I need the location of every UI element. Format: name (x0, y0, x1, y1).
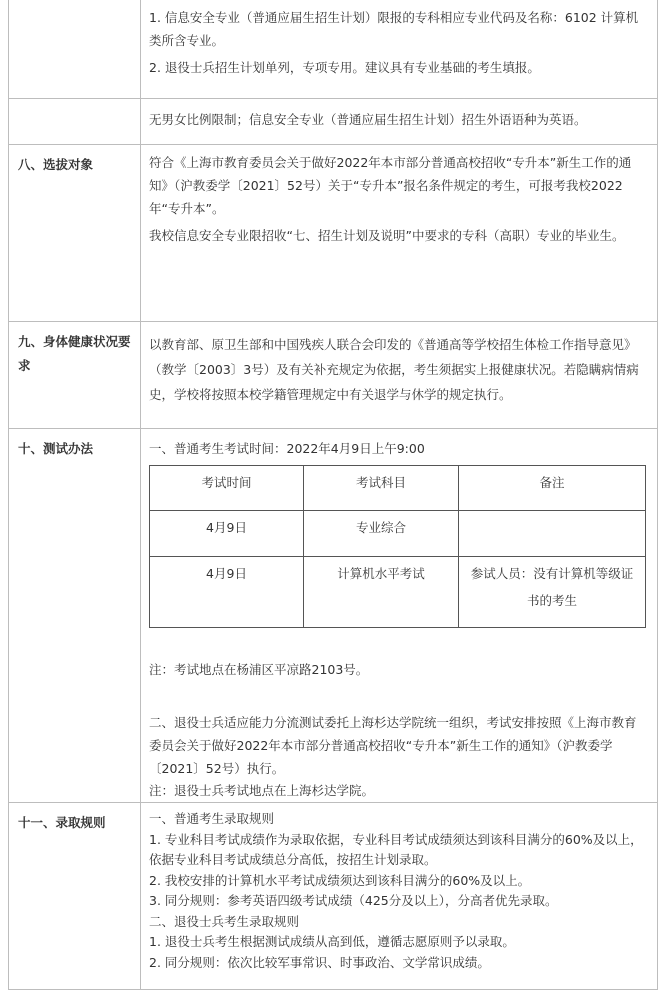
exam-table-header (150, 466, 646, 511)
admission-line: 一、普通考生录取规则 (149, 811, 275, 826)
veteran-location-note: 注：退役士兵考试地点在上海杉达学院。 (149, 783, 375, 798)
paragraph: 无男女比例限制；信息安全专业（普通应届生招生计划）招生外语语种为英语。 (149, 112, 587, 127)
row-content (141, 0, 658, 99)
section-label-admission: 十一、录取规则 (9, 803, 141, 990)
paragraph: 我校信息安全专业限招收“七、招生计划及说明”中要求的专科（高职）专业的毕业生。 (149, 228, 625, 243)
header-exam-time: 考试时间 (150, 466, 304, 511)
exam-subject-cell: 计算机水平考试 (304, 557, 459, 628)
exam-subject-cell: 专业综合 (304, 511, 459, 557)
paragraph: 符合《上海市教育委员会关于做好2022年本市部分普通高校招收“专升本”新生工作的通知》（沪教委学〔2021〕52号）关于“专升本”报名条件规定的考生，可报考我校2022年“专升本”。 (149, 155, 632, 216)
row-label-cell (9, 99, 141, 145)
paragraph: 以教育部、原卫生部和中国残疾人联合会印发的《普通高等学校招生体检工作指导意见》（教学〔2003〕3号）及有关补充规定为依据，考生须据实上报健康状况。若隐瞒病情病史，学校将按照本校学籍管理规定中有关退学与休学的规定执行。 (149, 337, 639, 402)
exam-table-row (150, 511, 646, 557)
exam-time-cell: 4月9日 (150, 557, 304, 628)
row-content (141, 99, 658, 145)
table-row (9, 99, 658, 145)
section-label-health: 九、身体健康状况要求 (9, 322, 141, 429)
exam-schedule-table (149, 465, 646, 628)
remarks-cell (459, 511, 646, 557)
section-label-selection: 八、选拔对象 (9, 145, 141, 322)
exam-time-cell: 4月9日 (150, 511, 304, 557)
admission-line: 1. 退役士兵考生根据测试成绩从高到低，遵循志愿原则予以录取。 (149, 934, 515, 949)
veteran-testing-paragraph: 二、退役士兵适应能力分流测试委托上海杉达学院统一组织，考试安排按照《上海市教育委员会关于做好2022年本市部分普通高校招收“专升本”新生工作的通知》（沪教委学〔2021〕52号）执行。 (149, 715, 637, 776)
exam-location-note: 注：考试地点在杨浦区平凉路2103号。 (149, 662, 369, 677)
admission-line: 2. 我校安排的计算机水平考试成绩须达到该科目满分的60%及以上。 (149, 872, 531, 888)
admission-line: 2. 同分规则：依次比较军事常识、时事政治、文学常识成绩。 (149, 954, 490, 970)
header-exam-subject: 考试科目 (304, 466, 459, 511)
remarks-cell: 参试人员：没有计算机等级证书的考生 (459, 557, 646, 628)
exam-table-row (150, 557, 646, 628)
paragraph: 2. 退役士兵招生计划单列，专项专用。建议具有专业基础的考生填报。 (149, 60, 540, 75)
table-row (9, 145, 658, 322)
header-remarks: 备注 (459, 466, 646, 511)
row-content (141, 322, 658, 429)
table-row (9, 803, 658, 990)
table-row (9, 322, 658, 429)
testing-intro: 一、普通考生考试时间：2022年4月9日上午9:00 (149, 441, 425, 456)
section-label-testing: 十、测试办法 (9, 429, 141, 803)
admission-line: 3. 同分规则：参考英语四级考试成绩（425分及以上），分高者优先录取。 (149, 893, 558, 908)
admission-info-table (8, 0, 658, 990)
admission-line: 1. 专业科目考试成绩作为录取依据，专业科目考试成绩须达到该科目满分的60%及以上，依据专业科目考试成绩总分高低，按招生计划录取。 (149, 831, 643, 867)
row-label-cell (9, 0, 141, 99)
admission-line: 二、退役士兵考生录取规则 (149, 913, 300, 929)
table-row (9, 0, 658, 99)
admission-content (141, 803, 658, 990)
table-row (9, 429, 658, 803)
testing-content (141, 429, 658, 803)
paragraph: 1. 信息安全专业（普通应届生招生计划）限报的专科相应专业代码及名称：6102 计算机类所含专业。 (149, 10, 639, 48)
row-content (141, 145, 658, 322)
